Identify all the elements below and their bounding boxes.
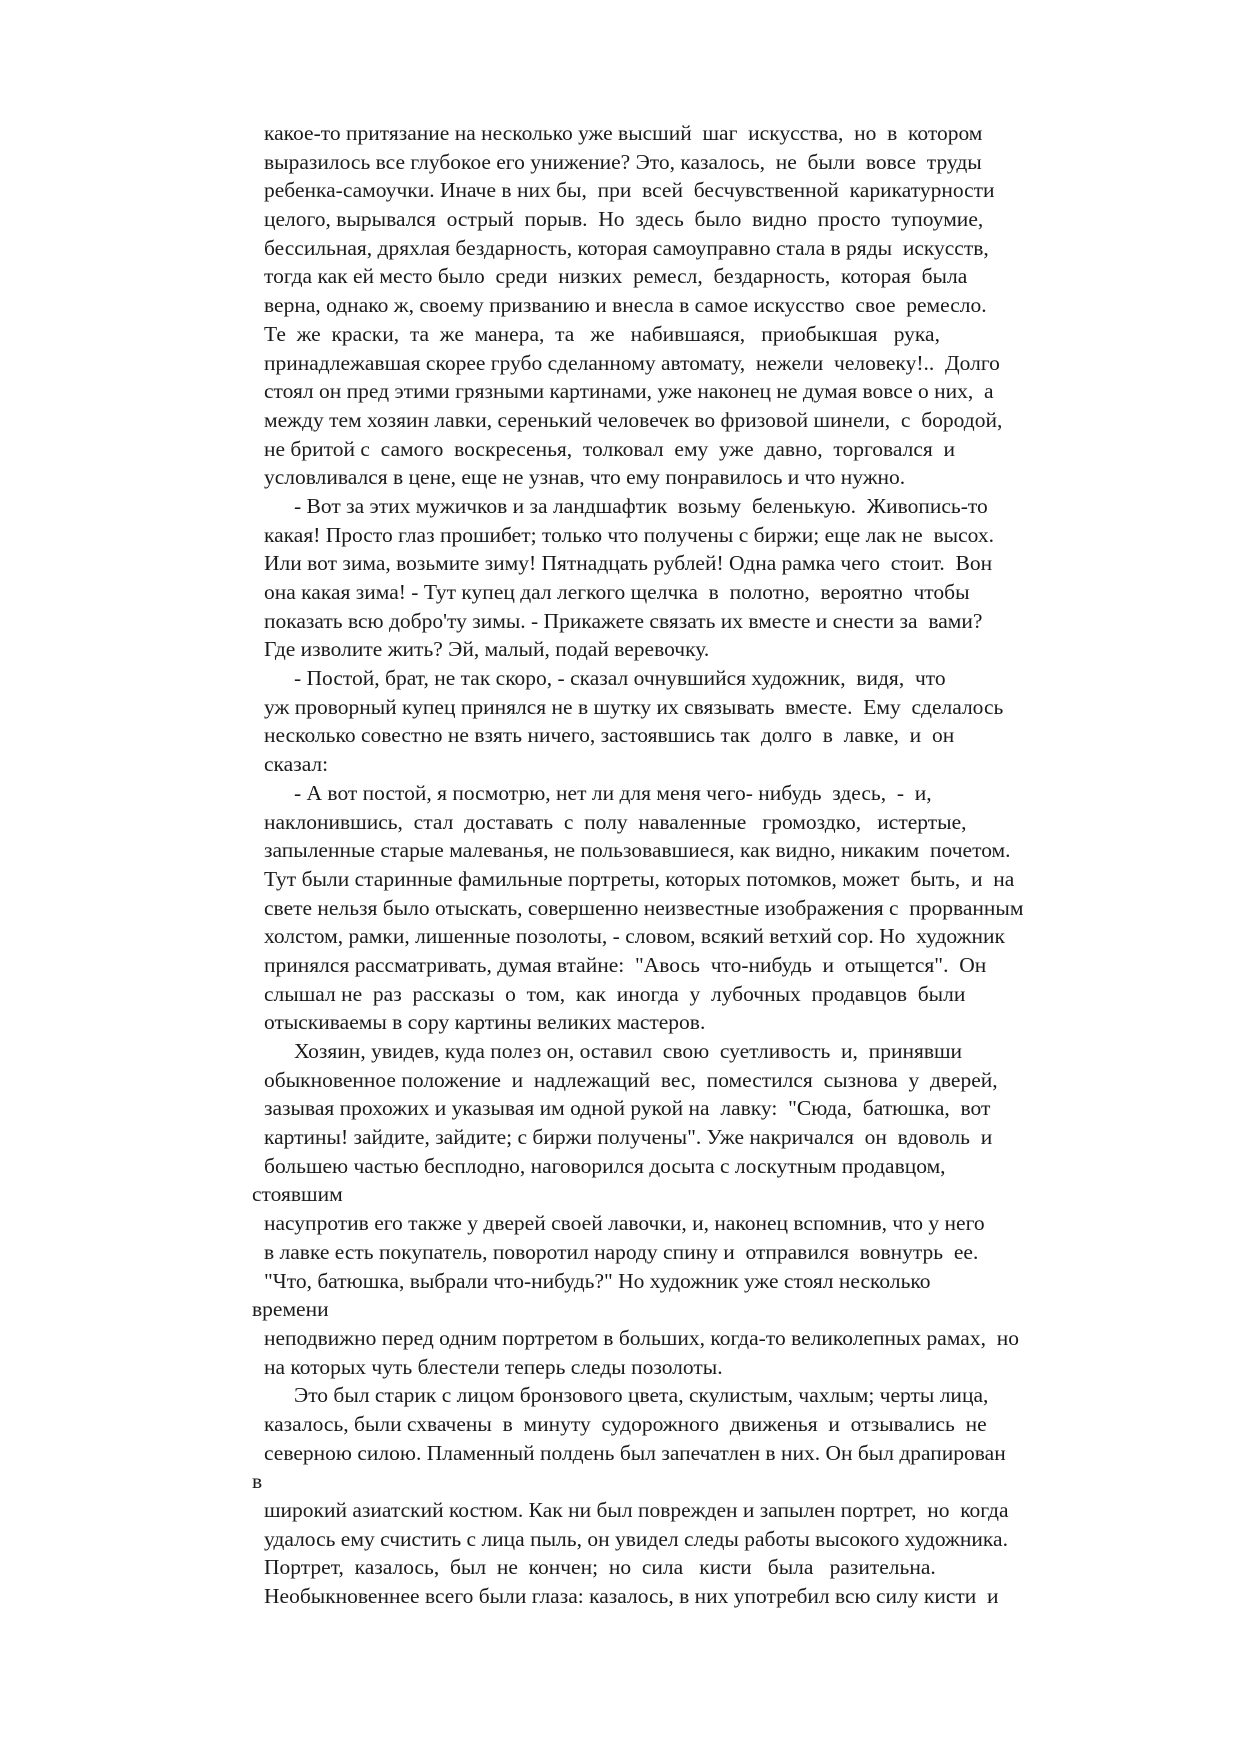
text-line: слышал не раз рассказы о том, как иногда у лубочных продавцов были bbox=[264, 981, 966, 1006]
text-line: картины! зайдите, зайдите; с биржи получены". Уже накричался он вдоволь и bbox=[264, 1125, 993, 1150]
document-body bbox=[0, 119, 1241, 1611]
text-line: удалось ему счистить с лица пыль, он увидел следы работы высокого художника. bbox=[264, 1526, 1008, 1551]
wrapped-fragment-line: в bbox=[252, 1469, 263, 1494]
text-line: верна, однако ж, своему призванию и внесла в самое искусство свое ремесло. bbox=[264, 293, 987, 318]
paragraph-start-line: - Вот за этих мужичков и за ландшафтик возьму беленькую. Живопись-то bbox=[294, 493, 988, 518]
text-line: казалось, были схвачены в минуту судорожного движенья и отзывались не bbox=[264, 1411, 987, 1436]
text-line: между тем хозяин лавки, серенький человечек во фризовой шинели, с бородой, bbox=[264, 407, 1003, 432]
text-line: принадлежавшая скорее грубо сделанному автомату, нежели человеку!.. Долго bbox=[264, 350, 1000, 375]
paragraph-start-line: - Постой, брат, не так скоро, - сказал очнувшийся художник, видя, что bbox=[294, 666, 946, 691]
text-line: насупротив его также у дверей своей лавочки, и, наконец вспомнив, что у него bbox=[264, 1211, 985, 1236]
text-line: Или вот зима, возьмите зиму! Пятнадцать рублей! Одна рамка чего стоит. Вон bbox=[264, 551, 993, 576]
text-line: Необыкновеннее всего были глаза: казалось, в них употребил всю силу кисти и bbox=[264, 1584, 999, 1609]
wrapped-fragment-line: стоявшим bbox=[252, 1182, 343, 1207]
text-line: большею частью бесплодно, наговорился досыта с лоскутным продавцом, bbox=[264, 1153, 946, 1178]
paragraph-start-line: Это был старик с лицом бронзового цвета, скулистым, чахлым; черты лица, bbox=[294, 1383, 989, 1408]
text-line: свете нельзя было отыскать, совершенно неизвестные изображения с прорванным bbox=[264, 895, 1024, 920]
text-line: какое-то притязание на несколько уже высший шаг искусства, но в котором bbox=[264, 121, 983, 145]
text-line: Тут были старинные фамильные портреты, которых потомков, может быть, и на bbox=[264, 866, 1015, 891]
text-line: в лавке есть покупатель, поворотил народу спину и отправился вовнутрь ее. bbox=[264, 1239, 979, 1264]
text-line: отыскиваемы в сору картины великих мастеров. bbox=[264, 1010, 706, 1035]
text-line: сказал: bbox=[264, 752, 329, 777]
text-line: ребенка-самоучки. Иначе в них бы, при всей бесчувственной карикатурности bbox=[264, 178, 995, 203]
text-line: бессильная, дряхлая бездарность, которая самоуправно стала в ряды искусств, bbox=[264, 235, 989, 260]
text-line: неподвижно перед одним портретом в больших, когда-то великолепных рамах, но bbox=[264, 1325, 1019, 1350]
text-line: целого, вырывался острый порыв. Но здесь было видно просто тупоумие, bbox=[264, 207, 984, 232]
text-line: показать всю добро'ту зимы. - Прикажете связать их вместе и снести за вами? bbox=[264, 608, 983, 633]
text-line: не бритой с самого воскресенья, толковал ему уже давно, торговался и bbox=[264, 436, 956, 461]
text-line: уж проворный купец принялся не в шутку их связывать вместе. Ему сделалось bbox=[264, 694, 1004, 719]
text-line: условливался в цене, еще не узнав, что ему понравилось и что нужно. bbox=[264, 465, 906, 490]
text-line: "Что, батюшка, выбрали что-нибудь?" Но художник уже стоял несколько bbox=[264, 1268, 931, 1293]
wrapped-fragment-line: времени bbox=[252, 1297, 329, 1322]
text-line: она какая зима! - Тут купец дал легкого щелчка в полотно, вероятно чтобы bbox=[264, 580, 970, 604]
text-line: Портрет, казалось, был не кончен; но сила кисти была разительна. bbox=[264, 1555, 936, 1580]
text-line: обыкновенное положение и надлежащий вес, поместился сызнова у дверей, bbox=[264, 1067, 998, 1092]
text-line: стоял он пред этими грязными картинами, уже наконец не думая вовсе о них, а bbox=[264, 379, 994, 404]
text-line: холстом, рамки, лишенные позолоты, - словом, всякий ветхий сор. Но художник bbox=[264, 924, 1005, 949]
text-line: Те же краски, та же манера, та же набившаяся, приобыкшая рука, bbox=[264, 321, 940, 346]
text-line: Где изволите жить? Эй, малый, подай веревочку. bbox=[264, 637, 710, 662]
text-line: какая! Просто глаз прошибет; только что получены с биржи; еще лак не высох. bbox=[264, 522, 994, 547]
text-line: на которых чуть блестели теперь следы позолоты. bbox=[264, 1354, 723, 1379]
text-line: широкий азиатский костюм. Как ни был поврежден и запылен портрет, но когда bbox=[264, 1498, 1009, 1522]
paragraph-start-line: Хозяин, увидев, куда полез он, оставил свою суетливость и, принявши bbox=[294, 1039, 963, 1063]
text-line: несколько совестно не взять ничего, застоявшись так долго в лавке, и он bbox=[264, 723, 955, 748]
text-line: выразилось все глубокое его унижение? Это, казалось, не были вовсе труды bbox=[264, 149, 982, 174]
text-line: наклонившись, стал доставать с полу наваленные громоздко, истертые, bbox=[264, 809, 967, 834]
text-line: зазывая прохожих и указывая им одной рукой на лавку: "Сюда, батюшка, вот bbox=[264, 1096, 991, 1121]
paragraph-start-line: - А вот постой, я посмотрю, нет ли для меня чего- нибудь здесь, - и, bbox=[294, 780, 932, 805]
text-line: принялся рассматривать, думая втайне: "Авось что-нибудь и отыщется". Он bbox=[264, 952, 987, 977]
text-line: северною силою. Пламенный полдень был запечатлен в них. Он был драпирован bbox=[264, 1440, 1006, 1465]
text-line: тогда как ей место было среди низких ремесл, бездарность, которая была bbox=[264, 264, 968, 289]
text-line: запыленные старые малеванья, не пользовавшиеся, как видно, никаким почетом. bbox=[264, 838, 1011, 863]
